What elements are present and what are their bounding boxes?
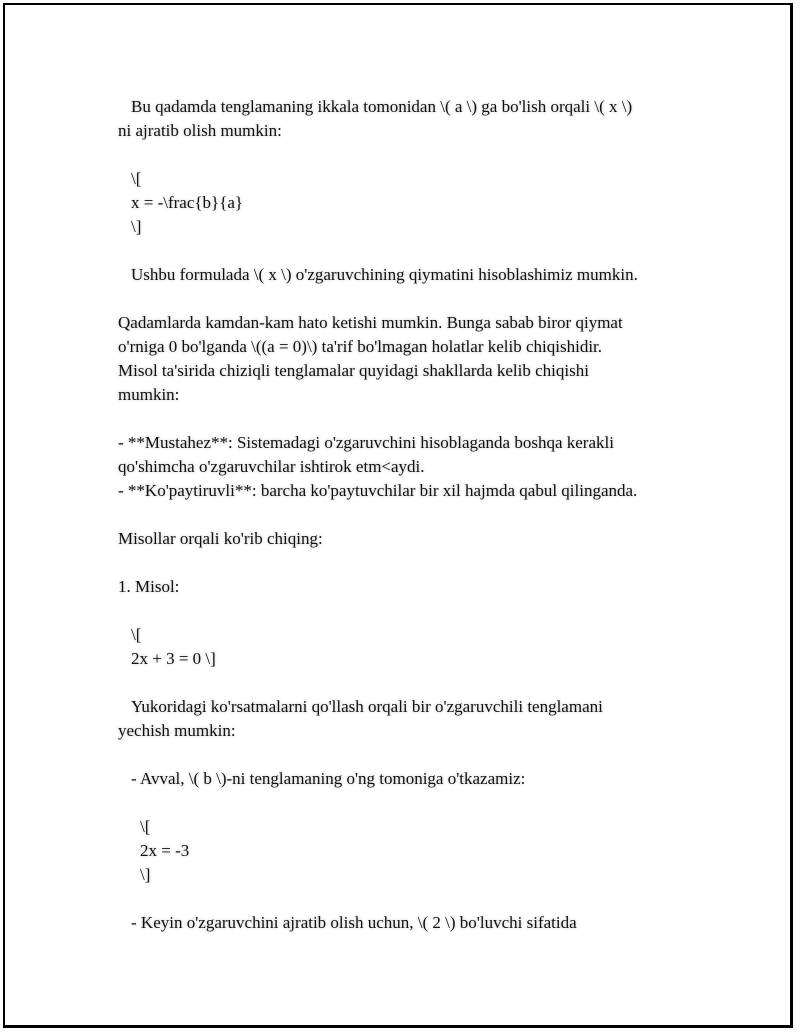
blank-line xyxy=(118,791,698,815)
text-line: 1. Misol: xyxy=(118,577,180,596)
blank-line xyxy=(118,407,698,431)
text-line: - **Ko'paytiruvli**: barcha ko'paytuvchilar bir xil hajmda qabul qilinganda. xyxy=(118,481,638,500)
blank-line xyxy=(118,671,698,695)
text-line: Misol ta'sirida chiziqli tenglamalar quyidagi shakllarda kelib chiqishi xyxy=(118,361,589,380)
text-line: Bu qadamda tenglamaning ikkala tomonidan \( a \) ga bo'lish orqali \( x \) xyxy=(131,97,633,116)
text-line: - **Mustahez**: Sistemadagi o'zgaruvchini hisoblaganda boshqa kerakli xyxy=(118,433,614,452)
blank-line xyxy=(118,287,698,311)
text-line: - Keyin o'zgaruvchini ajratib olish uchun, \( 2 \) bo'luvchi sifatida xyxy=(131,913,577,932)
blank-line xyxy=(118,551,698,575)
text-line: \[ xyxy=(131,169,142,188)
text-line: Ushbu formulada \( x \) o'zgaruvchining qiymatini hisoblashimiz mumkin. xyxy=(131,265,638,284)
blank-line xyxy=(118,743,698,767)
text-line: Qadamlarda kamdan-kam hato ketishi mumkin. Bunga sabab biror qiymat xyxy=(118,313,623,332)
blank-line xyxy=(118,887,698,911)
blank-line xyxy=(118,599,698,623)
blank-line xyxy=(118,143,698,167)
text-line: - Avval, \( b \)-ni tenglamaning o'ng tomoniga o'tkazamiz: xyxy=(131,769,526,788)
text-line: x = -\frac{b}{a} xyxy=(131,193,244,212)
text-line: \[ xyxy=(131,625,142,644)
text-line: o'rniga 0 bo'lganda \((a = 0)\) ta'rif bo'lmagan holatlar kelib chiqishidir. xyxy=(118,337,603,356)
text-line: 2x + 3 = 0 \] xyxy=(131,649,216,668)
text-line: Yukoridagi ko'rsatmalarni qo'llash orqali bir o'zgaruvchili tenglamani xyxy=(131,697,603,716)
text-line: 2x = -3 xyxy=(140,841,190,860)
blank-line xyxy=(118,239,698,263)
text-line: qo'shimcha o'zgaruvchilar ishtirok etm<aydi. xyxy=(118,457,425,476)
blank-line xyxy=(118,503,698,527)
text-line: Misollar orqali ko'rib chiqing: xyxy=(118,529,323,548)
text-line: \[ xyxy=(140,817,151,836)
document-body xyxy=(118,95,698,935)
text-line: mumkin: xyxy=(118,385,180,404)
text-line: yechish mumkin: xyxy=(118,721,236,740)
text-line: \] xyxy=(140,865,151,884)
text-line: ni ajratib olish mumkin: xyxy=(118,121,282,140)
text-line: \] xyxy=(131,217,142,236)
